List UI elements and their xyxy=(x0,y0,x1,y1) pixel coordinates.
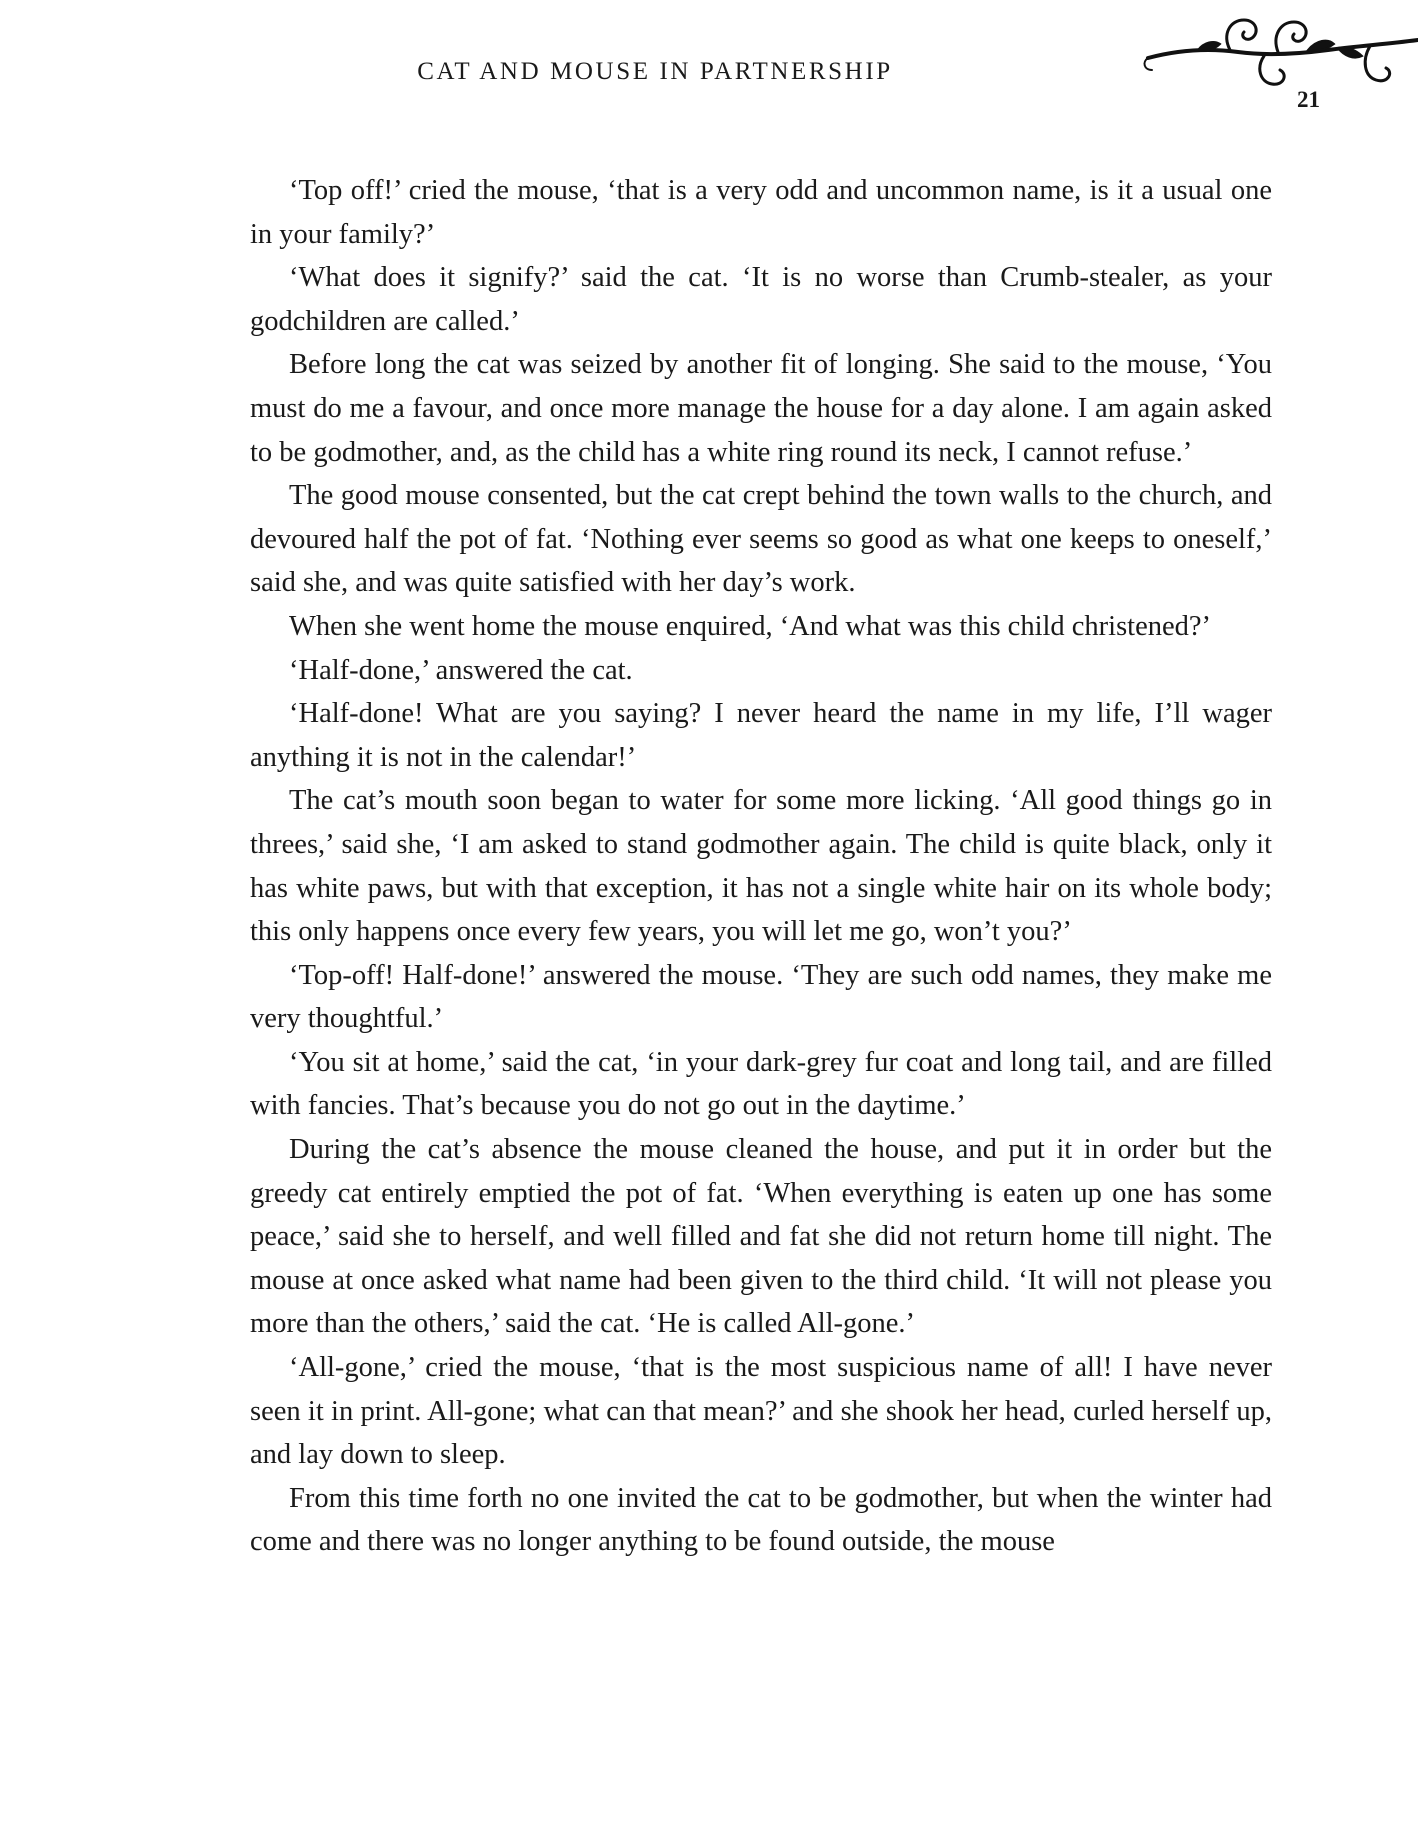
paragraph: ‘All-gone,’ cried the mouse, ‘that is the most suspicious name of all! I have never seen it in print. All-gone; what can that mean?’ and she shook her head, curled herself up, and lay down to sleep. xyxy=(250,1352,1272,1471)
paragraph: From this time forth no one invited the cat to be godmother, but when the winter had come and there was no longer anything to be found outside, the mouse xyxy=(250,1482,1272,1558)
paragraph: The good mouse consented, but the cat crept behind the town walls to the church, and devoured half the pot of fat. ‘Nothing ever seems so good as what one keeps to oneself,’ said she, and was quite satisfied with her day’s work. xyxy=(250,480,1272,599)
paragraph: ‘You sit at home,’ said the cat, ‘in your dark-grey fur coat and long tail, and are filled with fancies. That’s because you do not go out in the daytime.’ xyxy=(250,1046,1272,1122)
page-number: 21 xyxy=(1297,87,1320,112)
paragraph: The cat’s mouth soon began to water for some more licking. ‘All good things go in threes,’ said she, ‘I am asked to stand godmother again. The child is quite black, only it has white paws, but with that exception, it has not a single white hair on its whole body; this only happens once every few years, you will let me go, won’t you?’ xyxy=(250,785,1272,948)
paragraph: ‘Top off!’ cried the mouse, ‘that is a very odd and uncommon name, is it a usual one in your family?’ xyxy=(250,175,1272,250)
paragraph: ‘Half-done! What are you saying? I never heard the name in my life, I’ll wager anything it is not in the calendar!’ xyxy=(250,698,1272,773)
paragraph: Before long the cat was seized by another fit of longing. She said to the mouse, ‘You must do me a favour, and once more manage the house for a day alone. I am again asked to be godmother, and, as the child has a white ring round its neck, I cannot refuse.’ xyxy=(250,349,1272,468)
body-text xyxy=(250,169,1272,1564)
paragraph: When she went home the mouse enquired, ‘And what was this child christened?’ xyxy=(289,610,1212,642)
paragraph: ‘What does it signify?’ said the cat. ‘It is no worse than Crumb-stealer, as your godchildren are called.’ xyxy=(250,262,1272,337)
paragraph: ‘Half-done,’ answered the cat. xyxy=(289,654,633,686)
paragraph: During the cat’s absence the mouse cleaned the house, and put it in order but the greedy cat entirely emptied the pot of fat. ‘When everything is eaten up one has some peace,’ said she to herself, and well filled and fat she did not return home till night. The mouse at once asked what name had been given to the third child. ‘It will not please you more than the others,’ said the cat. ‘He is called All-gone.’ xyxy=(250,1134,1272,1340)
paragraph: ‘Top-off! Half-done!’ answered the mouse. ‘They are such odd names, they make me very thoughtful.’ xyxy=(250,959,1272,1035)
page-header xyxy=(0,0,1418,130)
running-title: CAT AND MOUSE IN PARTNERSHIP xyxy=(417,58,893,85)
flourish-vine-icon xyxy=(1138,10,1418,120)
